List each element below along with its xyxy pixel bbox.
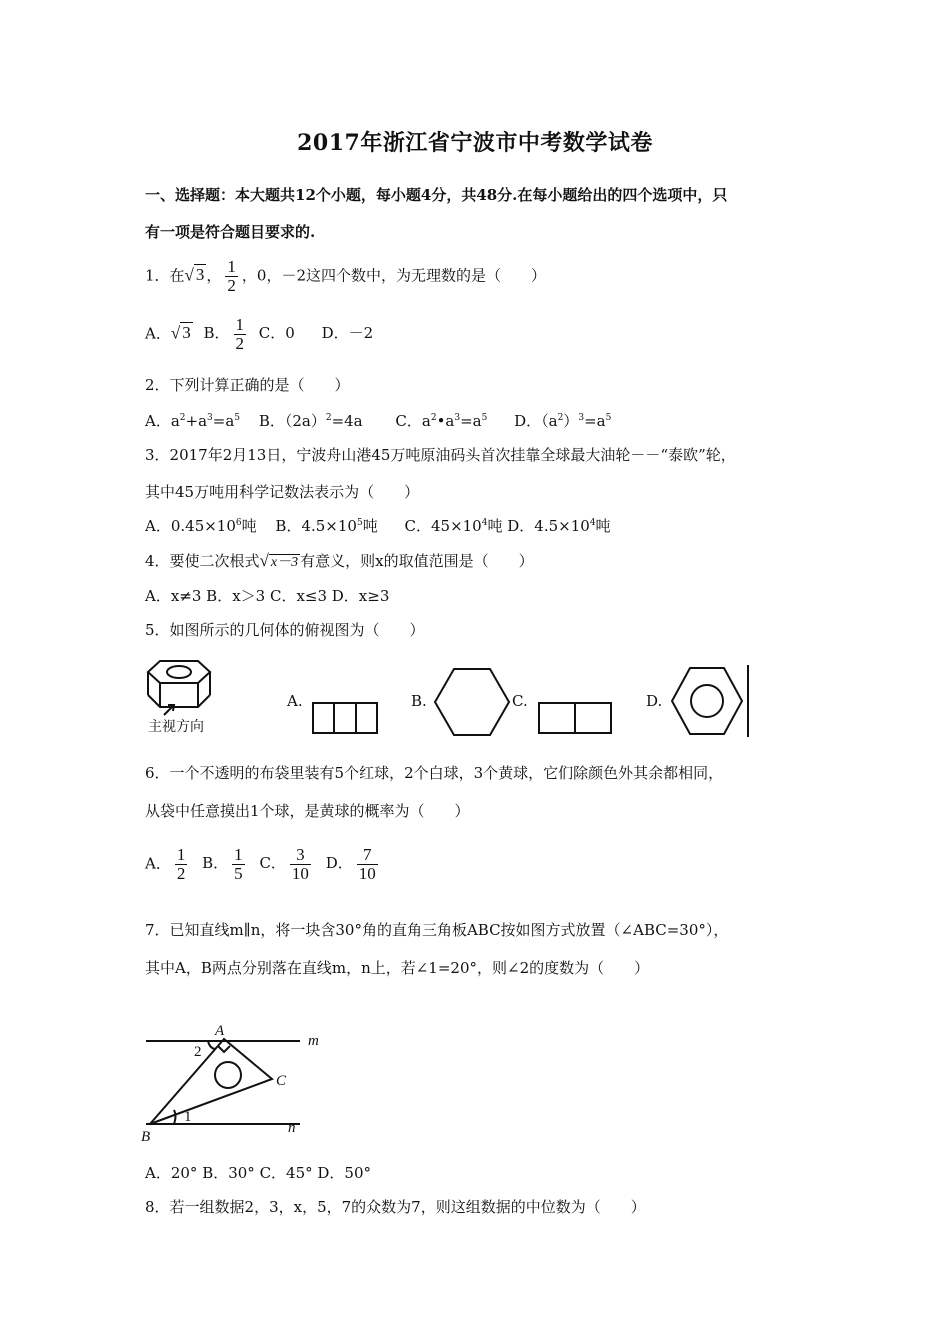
q5-option-b-label: B. [411, 692, 427, 710]
triangle-hole [215, 1062, 241, 1088]
q6-option-b-fraction: $\frac{1}{5}$ [234, 845, 243, 883]
question-7-options: A．20° B．30° C．45° D．50° [145, 1164, 372, 1182]
q1-rest: ，0，－2这四个数中，为无理数的是（ ） [241, 266, 546, 285]
q5-view-direction-label: 主视方向 [148, 720, 204, 735]
label-C: C [276, 1073, 287, 1089]
question-6-line1: 6．一个不透明的布袋里装有5个红球，2个白球，3个黄球，它们除颜色外其余都相同， [145, 764, 724, 782]
q1-sqrt: √ 3 [184, 265, 205, 285]
q5-option-c-figure [536, 700, 614, 736]
q1-option-b-label: B． [203, 324, 230, 343]
question-4-stem [145, 550, 534, 571]
q1-sqrt-radicand: 3 [195, 265, 205, 285]
q5-option-a-figure [310, 700, 380, 736]
question-7-line1: 7．已知直线m∥n，将一块含30°角的直角三角板ABC按如图方式放置（∠ABC=30°）， [145, 921, 729, 939]
q6-option-c-label: C． [259, 854, 286, 873]
q1-fraction [225, 258, 238, 295]
q3-option-b: B．$4.5\times 10^5$吨 [275, 517, 378, 535]
question-8-stem: 8．若一组数据2，3，x，5，7的众数为7，则这组数据的中位数为（ ） [145, 1198, 646, 1216]
q5-option-d-label: D. [646, 692, 663, 710]
q5-option-c-label: C. [512, 692, 528, 710]
q3-option-d: D．$4.5\times 10^4$吨 [507, 517, 611, 535]
q7-triangle-figure [138, 1015, 338, 1145]
label-m: m [308, 1033, 319, 1049]
q1-prefix: 1．在 [145, 266, 185, 285]
question-5-stem: 5．如图所示的几何体的俯视图为（ ） [145, 621, 425, 639]
label-A: A [215, 1023, 225, 1039]
q6-option-a-label: A． [145, 854, 171, 873]
triangle-abc [150, 1039, 272, 1124]
q3-option-c: C．$45\times 10^4$吨 [404, 517, 503, 535]
q5-option-a-label: A. [287, 692, 303, 710]
q4-radicand: x－3 [270, 555, 299, 570]
q4-prefix: 4．要使二次根式 [145, 552, 260, 570]
question-2-options [145, 410, 611, 431]
q5-solid-figure [140, 655, 225, 740]
q5-option-b-hexagon [432, 667, 512, 737]
q3-option-a: A．$0.45\times 10^6$吨 [145, 517, 257, 535]
question-1-options [145, 316, 373, 353]
label-n: n [288, 1120, 296, 1136]
q1-option-b-den: 2 [235, 333, 244, 353]
question-3-line2: 其中45万吨用科学记数法表示为（ ） [145, 483, 420, 501]
q1-option-b-num: 1 [235, 315, 244, 334]
page-title: 2017年浙江省宁波市中考数学试卷 [297, 130, 653, 156]
q1-frac-num: 1 [227, 257, 236, 276]
section-heading-line1: 一、选择题：本大题共12个小题，每小题4分，共48分.在每小题给出的四个选项中，只 [145, 186, 728, 204]
q2-option-c: C．$a^2•a^3=a^5$ [395, 412, 488, 430]
q6-option-c-fraction: $\frac{3}{10}$ [291, 845, 309, 883]
q2-option-a: A．$a^2+a^3=a^5$ [145, 412, 241, 430]
question-6-line2: 从袋中任意摸出1个球，是黄球的概率为（ ） [145, 802, 470, 820]
question-6-options [145, 846, 382, 883]
q1-option-d: D．－2 [321, 324, 374, 343]
q6-option-b-label: B． [202, 854, 229, 873]
q1-option-a-sqrt: √ 3 [170, 323, 191, 343]
question-1-stem [145, 258, 546, 295]
q1-frac-den: 2 [227, 275, 236, 295]
q6-option-a-fraction: $\frac{1}{2}$ [176, 845, 186, 883]
label-angle-2: 2 [194, 1044, 202, 1060]
question-7-line2: 其中A，B两点分别落在直线m，n上，若∠1=20°，则∠2的度数为（ ） [145, 959, 650, 977]
q6-option-d-label: D． [325, 854, 353, 873]
q1-option-c: C．0 [258, 324, 295, 343]
question-3-options [145, 515, 611, 536]
q1-option-a-radicand: 3 [182, 323, 191, 343]
q1-option-b-fraction [234, 316, 247, 353]
angle-2-arc [208, 1041, 216, 1049]
q2-option-d: D．$(a^2)^3=a^5$ [514, 412, 612, 430]
q4-rest: 有意义，则x的取值范围是（ ） [300, 552, 534, 570]
q6-option-d-fraction: $\frac{7}{10}$ [358, 845, 376, 883]
question-4-options: A．x≠3 B．x＞3 C．x≤3 D．x≥3 [145, 587, 390, 605]
q4-sqrt: √ x－3 [259, 551, 299, 570]
q5-option-d-hexagon-circle [668, 665, 752, 739]
question-2-stem: 2．下列计算正确的是（ ） [145, 376, 350, 394]
label-angle-1: 1 [184, 1109, 192, 1125]
question-3-line1: 3．2017年2月13日，宁波舟山港45万吨原油码头首次挂靠全球最大油轮－－“泰欧”轮， [145, 446, 736, 464]
q1-sep: ， [206, 266, 222, 285]
section-heading-line2: 有一项是符合题目要求的. [145, 223, 316, 241]
q1-option-a-label: A． [145, 324, 171, 343]
q2-option-b: B．$(2a)^2=4a$ [258, 412, 363, 430]
angle-1-arc [174, 1110, 176, 1124]
right-angle-mark [218, 1046, 230, 1052]
label-B: B [141, 1129, 151, 1145]
